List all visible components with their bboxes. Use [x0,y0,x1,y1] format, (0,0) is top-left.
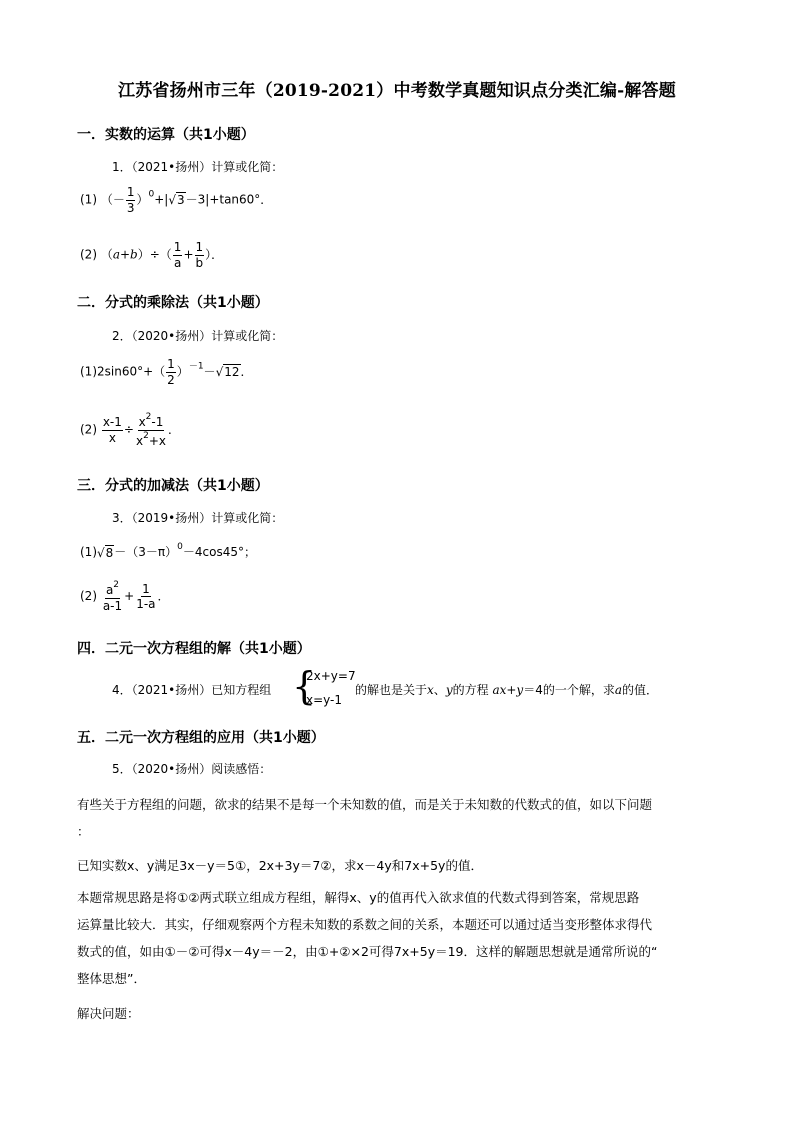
question-2-part-1 [80,358,253,386]
numerator: x-1 [102,415,122,429]
question-3-intro: 3．（2019•扬州）计算或化简： [112,511,284,525]
fraction [166,358,176,386]
paragraph-3-line-2: 运算量比较大．其实，仔细观察两个方程未知数的系数之间的关系，本题还可以通过适当变形整体求得代 [77,917,653,932]
denominator: a-1 [102,598,123,613]
numerator: $a^2$ [105,580,120,597]
radicand: 8 [105,545,114,560]
fraction [102,416,123,444]
numerator: $x^2-1$ [138,412,164,429]
expr-text: ． [240,364,253,379]
expr-text: 的解也是关于 [355,683,428,697]
exponent: －1 [188,361,204,372]
expr-variable: x [427,683,434,697]
expr-text: －4cos45°； [182,545,257,559]
expr-text: + [124,589,135,604]
exponent: 2 [145,412,152,422]
expr-text: －3|+tan60°． [185,192,273,207]
paragraph-4: 解决问题： [77,1006,140,1021]
fraction [173,241,183,269]
question-1-part-2 [80,241,223,269]
expr-text: +| [154,192,169,207]
expr-text: －（3－π） [114,545,178,559]
question-3-part-2 [80,581,170,612]
question-2-part-2 [80,413,180,447]
denominator: x [108,430,116,445]
denominator: 3 [126,200,135,215]
numerator: 1 [142,581,150,596]
equation-2: x=y-1 [306,693,343,707]
expr-text: 的方程 [452,683,489,697]
numerator: 1 [195,240,204,254]
exponent: 2 [113,580,120,590]
section-heading-5: 五．二元一次方程组的应用（共1小题） [77,730,325,746]
question-5-intro: 5．（2020•扬州）阅读感悟： [112,762,272,776]
expr-text: （ [100,247,113,262]
radicand: 12 [224,365,240,380]
expr-text: ＝4的一个解，求 [523,683,615,697]
paragraph-1-line-2: ： [77,824,90,839]
question-2-intro: 2．（2020•扬州）计算或化简： [112,329,284,343]
expr-text: （－ [100,192,125,207]
expr-text: ． [157,589,170,604]
expr-variable: ax+y [492,683,524,697]
denominator: 2 [167,372,175,387]
expr-text: ）． [205,247,224,262]
section-heading-4: 四．二元一次方程组的解（共1小题） [77,641,311,657]
paragraph-2: 已知实数x、y满足3x－y＝5①，2x+3y＝7②，求x－4y和7x+5y的值． [77,858,483,873]
question-3-part-1 [80,542,256,560]
expr-text: ． [167,422,180,437]
section-heading-3: 三．分式的加减法（共1小题） [77,478,269,494]
exponent: 0 [148,189,155,200]
sqrt-symbol: √12 [215,365,240,380]
exponent: 0 [177,542,183,552]
part-label: (2) [80,422,97,437]
expr-text: 的值． [622,683,659,697]
equation-1: 2x+y=7 [306,669,356,683]
fraction [102,581,123,612]
expr-variable: y [445,683,453,697]
expr-text: ） [136,192,149,207]
fraction [126,186,136,214]
numerator: 1 [126,185,135,199]
expr-text: － [203,364,216,379]
section-heading-2: 二．分式的乘除法（共1小题） [77,295,269,311]
exponent: 2 [143,430,149,441]
part-label: (1) [80,364,97,379]
question-1-intro: 1．（2021•扬州）计算或化简： [112,160,284,174]
part-label: (2) [80,247,97,262]
page-title: 江苏省扬州市三年（2019-2021）中考数学真题知识点分类汇编-解答题 [118,81,676,101]
numerator: 1 [173,240,182,254]
expr-text: + [183,247,194,262]
radicand: 3 [177,193,185,208]
expr-text: ÷ [123,422,134,437]
expr-variable: a [614,683,622,697]
question-4-text-a: 4．（2021•扬州）已知方程组 [112,683,272,697]
brace-symbol: { [292,664,317,708]
denominator: $x^2+x$ [135,430,166,448]
sqrt-symbol: √3 [168,193,185,208]
question-1-part-1 [80,186,272,214]
paragraph-1-line-1: 有些关于方程组的问题，欲求的结果不是每一个未知数的值，而是关于未知数的代数式的值，如以下问题 [77,797,653,812]
denominator: a [173,255,182,270]
expr-text: 、 [433,683,446,697]
expr-text: ） [176,364,189,379]
paragraph-3-line-3: 数式的值，如由①－②可得x－4y＝－2，由①+②×2可得7x+5y＝19．这样的解题思想就是通常所说的“ [77,944,658,959]
question-4-text-b [355,681,658,698]
part-label: (1) [80,192,97,207]
fraction [135,413,167,447]
numerator: 1 [167,357,175,371]
denominator: b [195,255,204,270]
part-label: (1) [80,545,97,559]
paragraph-3-line-4: 整体思想”． [77,971,146,986]
fraction [195,241,205,269]
fraction [135,583,156,611]
expr-text: ）÷（ [137,247,172,262]
part-label: (2) [80,589,97,604]
paragraph-3-line-1: 本题常规思路是将①②两式联立组成方程组，解得x、y的值再代入欲求值的代数式得到答案，常规思路 [77,890,640,905]
expr-text: 2sin60°+（ [97,364,166,379]
denominator: 1-a [136,597,156,612]
section-heading-1: 一．实数的运算（共1小题） [77,127,255,143]
sqrt-symbol: √8 [97,545,114,560]
expr-variable: a+b [112,247,138,262]
